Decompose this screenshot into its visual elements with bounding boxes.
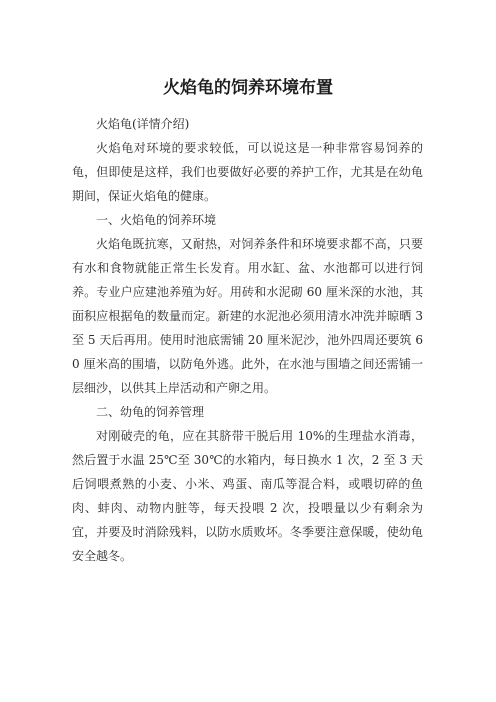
paragraph-intro-link: 火焰龟(详情介绍) [96,117,190,131]
section-heading-environment: 一、火焰龟的饲养环境 [96,213,217,227]
section-heading-juvenile-care: 二、幼龟的饲养管理 [96,405,205,419]
paragraph-juvenile-care: 对刚破壳的龟，应在其脐带干脱后用 10%的生理盐水消毒，然后置于水温 25℃至 30℃的水箱内，每日换水 1 次，2 至 3 天后饲喂煮熟的小麦、小米、鸡蛋、南瓜等混合料，或喂切碎的鱼肉、蚌肉、动物内脏等，每天投喂 2 次，投喂量以少有剩余为宜，并要及时消除残料，以防水质败坏。冬季要注意保暖，使幼龟安全越冬。 [72,429,423,563]
document-body [72,112,423,568]
document-title: 火焰龟的饲养环境布置 [163,78,333,98]
paragraph-overview: 火焰龟对环境的要求较低，可以说这是一种非常容易饲养的龟，但即使是这样，我们也要做好必要的养护工作，尤其是在幼龟期间，保证火焰龟的健康。 [72,141,423,203]
paragraph-environment: 火焰龟既抗寒，又耐热，对饲养条件和环境要求都不高，只要有水和食物就能正常生长发育。用水缸、盆、水池都可以进行饲养。专业户应建池养殖为好。用砖和水泥砌 60 厘米深的水池，其面积应根据龟的数量而定。新建的水泥池必须用清水冲洗并晾晒 3 至 5 天后再用。使用时池底需铺 20 厘米泥沙，池外四周还要筑 60 厘米高的围墙，以防龟外逃。此外，在水池与围墙之间还需铺一层细沙，以供其上岸活动和产卵之用。 [72,237,423,395]
